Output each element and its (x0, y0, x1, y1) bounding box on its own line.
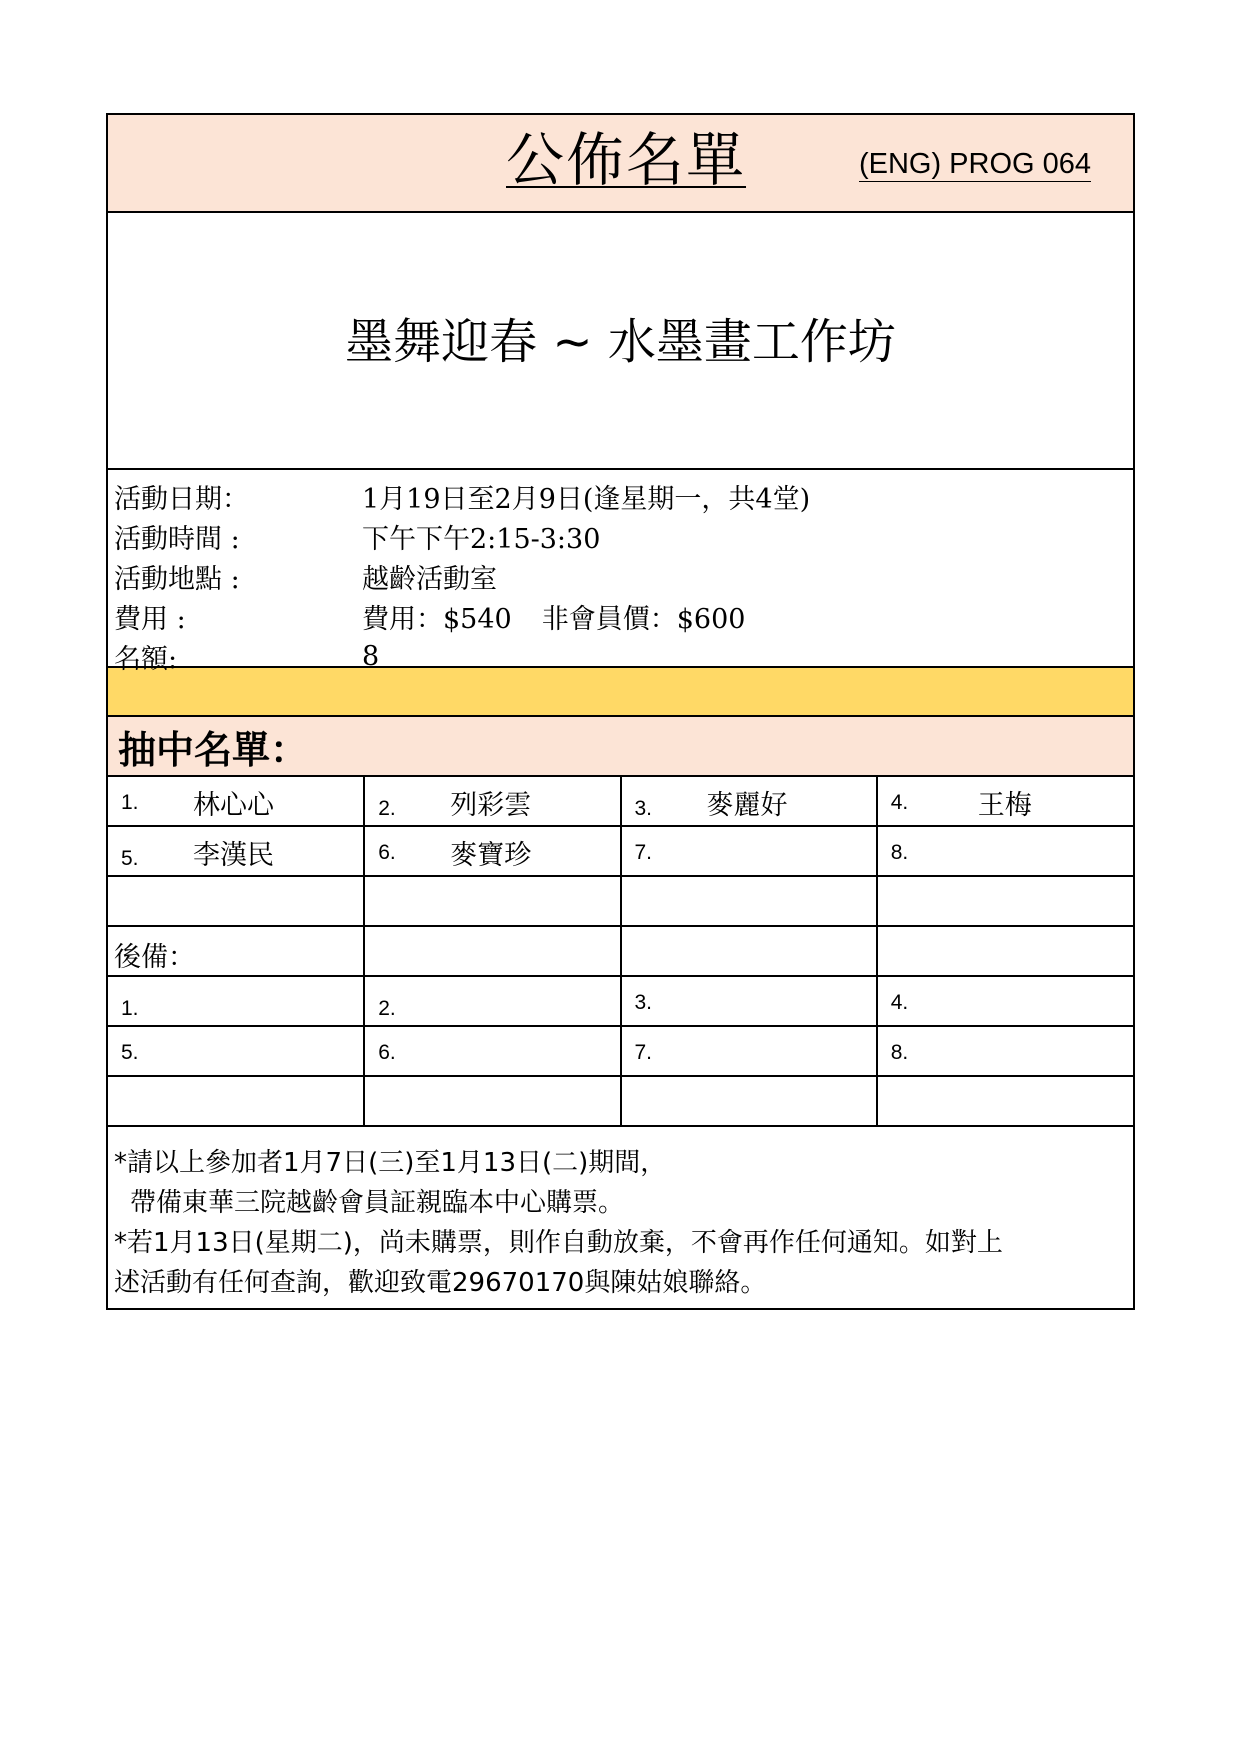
info-time (108, 516, 1133, 556)
page-title: 公佈名單 (506, 126, 747, 194)
grid-cell (108, 1076, 364, 1126)
grid-cell (621, 1076, 877, 1126)
entry-number: 5. (121, 847, 139, 870)
grid-cell (877, 876, 1133, 926)
entry-number: 4. (890, 791, 909, 814)
table-row (108, 777, 1133, 826)
entry-name: 林心心 (193, 790, 274, 821)
backup-number: 5. (121, 1041, 139, 1064)
info-label: 名額: (114, 643, 178, 675)
grid-cell (364, 777, 620, 826)
note-line: 述活動有任何查詢，歡迎致電29670170與陳姑娘聯絡。 (114, 1268, 767, 1298)
grid-cell (364, 876, 620, 926)
notice-sheet (106, 113, 1135, 1310)
grid-cell (364, 1076, 620, 1126)
grid-cell (364, 926, 620, 976)
grid-cell (621, 826, 877, 876)
entry-number: 7. (634, 841, 653, 864)
entry-number: 6. (378, 841, 396, 864)
entry-name: 麥麗好 (706, 790, 788, 821)
entry-number: 8. (890, 841, 909, 864)
backup-number: 4. (890, 991, 909, 1014)
table-row (108, 1076, 1133, 1126)
info-value: 1月19日至2月9日(逢星期一，共4堂) (362, 483, 811, 515)
program-code: (ENG) PROG 064 (858, 148, 1091, 180)
grid-cell (108, 876, 364, 926)
info-value: 越齡活動室 (362, 563, 497, 595)
backup-number: 8. (890, 1041, 909, 1064)
grid-cell (877, 926, 1133, 976)
grid-cell (108, 926, 364, 976)
grid-cell (621, 1026, 877, 1076)
grid-cell (364, 1026, 620, 1076)
grid-cell (877, 1026, 1133, 1076)
entry-number: 1. (121, 791, 139, 814)
header-row (108, 115, 1133, 213)
table-row (108, 876, 1133, 926)
entry-name: 麥寶珍 (450, 840, 532, 871)
info-label: 活動日期： (114, 483, 249, 515)
info-label: 活動地點 : (114, 563, 240, 595)
table-row (108, 826, 1133, 876)
grid-cell (877, 826, 1133, 876)
backup-number: 2. (378, 997, 396, 1020)
grid-cell (621, 926, 877, 976)
grid-cell (108, 826, 364, 876)
note-line: *若1月13日(星期二)，尚未購票，則作自動放棄，不會再作任何通知。如對上 (114, 1228, 1003, 1258)
grid-cell (108, 777, 364, 826)
entry-name: 李漢民 (193, 840, 274, 871)
table-row (108, 926, 1133, 976)
entry-name: 王梅 (977, 790, 1032, 821)
grid-cell (364, 826, 620, 876)
backup-number: 6. (378, 1041, 396, 1064)
info-value-member: 費用：$540 (362, 603, 512, 635)
table-row (108, 1026, 1133, 1076)
entry-name: 列彩雲 (450, 790, 532, 821)
activity-info (108, 470, 1133, 675)
entry-number: 2. (378, 797, 396, 820)
notes-section (108, 1127, 1133, 1308)
table-row (108, 976, 1133, 1026)
grid-cell (621, 976, 877, 1026)
grid-cell (364, 976, 620, 1026)
grid-cell (877, 777, 1133, 826)
backup-number: 3. (634, 991, 653, 1014)
info-value-nonmember: 非會員價：$600 (541, 603, 746, 635)
grid-cell (108, 1026, 364, 1076)
grid-cell (877, 976, 1133, 1026)
grid-cell (877, 1076, 1133, 1126)
grid-cell (108, 976, 364, 1026)
backup-label: 後備： (114, 942, 195, 973)
activity-name: 墨舞迎春 ~ 水墨畫工作坊 (345, 313, 896, 370)
note-line: *請以上參加者1月7日(三)至1月13日(二)期間， (114, 1148, 667, 1178)
selected-list-heading: 抽中名單： (108, 717, 1133, 777)
backup-number: 7. (634, 1041, 653, 1064)
grid-cell (621, 876, 877, 926)
note-line: 帶備東華三院越齡會員証親臨本中心購票。 (130, 1188, 625, 1218)
entry-number: 3. (634, 797, 653, 820)
activity-title-row (108, 213, 1133, 470)
info-label: 活動時間 : (114, 523, 240, 555)
info-date (108, 476, 1133, 516)
grid-cell (621, 777, 877, 826)
info-value: 下午下午2:15-3:30 (362, 523, 601, 555)
info-fee (108, 596, 1133, 636)
backup-number: 1. (121, 997, 139, 1020)
info-value: 8 (362, 640, 380, 672)
name-grid (108, 777, 1133, 1127)
info-venue (108, 556, 1133, 596)
info-label: 費用 : (114, 603, 186, 635)
